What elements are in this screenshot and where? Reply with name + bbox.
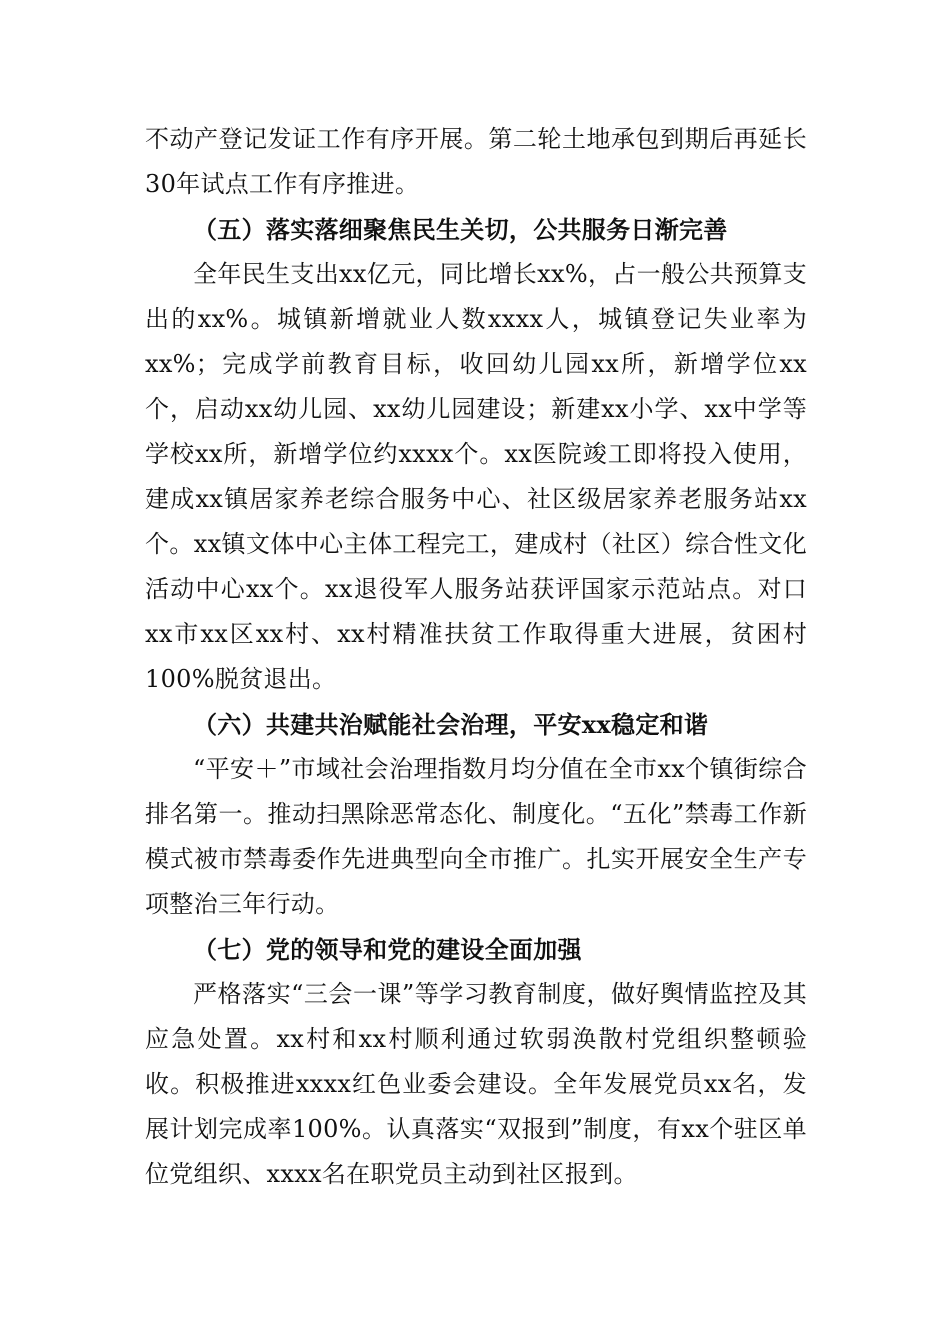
section-heading-5: （五）落实落细聚焦民生关切，公共服务日渐完善 xyxy=(193,215,728,244)
document-body xyxy=(145,117,807,1197)
paragraph-social-governance: “平安＋”市域社会治理指数月均分值在全市xx个镇街综合排名第一。推动扫黑除恶常态化、制度化。“五化”禁毒工作新模式被市禁毒委作先进典型向全市推广。扎实开展安全生产专项整治三年行动。 xyxy=(145,755,807,918)
section-heading-7: （七）党的领导和党的建设全面加强 xyxy=(193,935,582,964)
paragraph-public-services: 全年民生支出xx亿元，同比增长xx%，占一般公共预算支出的xx%。城镇新增就业人数xxxx人，城镇登记失业率为xx%；完成学前教育目标，收回幼儿园xx所，新增学位xx个，启动xx幼儿园、xx幼儿园建设；新建xx小学、xx中学等学校xx所，新增学位约xxxx个。xx医院竣工即将投入使用，建成xx镇居家养老综合服务中心、社区级居家养老服务站xx个。xx镇文体中心主体工程完工，建成村（社区）综合性文化活动中心xx个。xx退役军人服务站获评国家示范站点。对口xx市xx区xx村、xx村精准扶贫工作取得重大进展，贫困村100%脱贫退出。 xyxy=(145,260,807,693)
paragraph-continued: 不动产登记发证工作有序开展。第二轮土地承包到期后再延长30年试点工作有序推进。 xyxy=(145,125,807,198)
section-heading-6: （六）共建共治赋能社会治理，平安xx稳定和谐 xyxy=(193,710,709,739)
paragraph-party-building: 严格落实“三会一课”等学习教育制度，做好舆情监控及其应急处置。xx村和xx村顺利通过软弱涣散村党组织整顿验收。积极推进xxxx红色业委会建设。全年发展党员xx名，发展计划完成率100%。认真落实“双报到”制度，有xx个驻区单位党组织、xxxx名在职党员主动到社区报到。 xyxy=(145,980,807,1188)
